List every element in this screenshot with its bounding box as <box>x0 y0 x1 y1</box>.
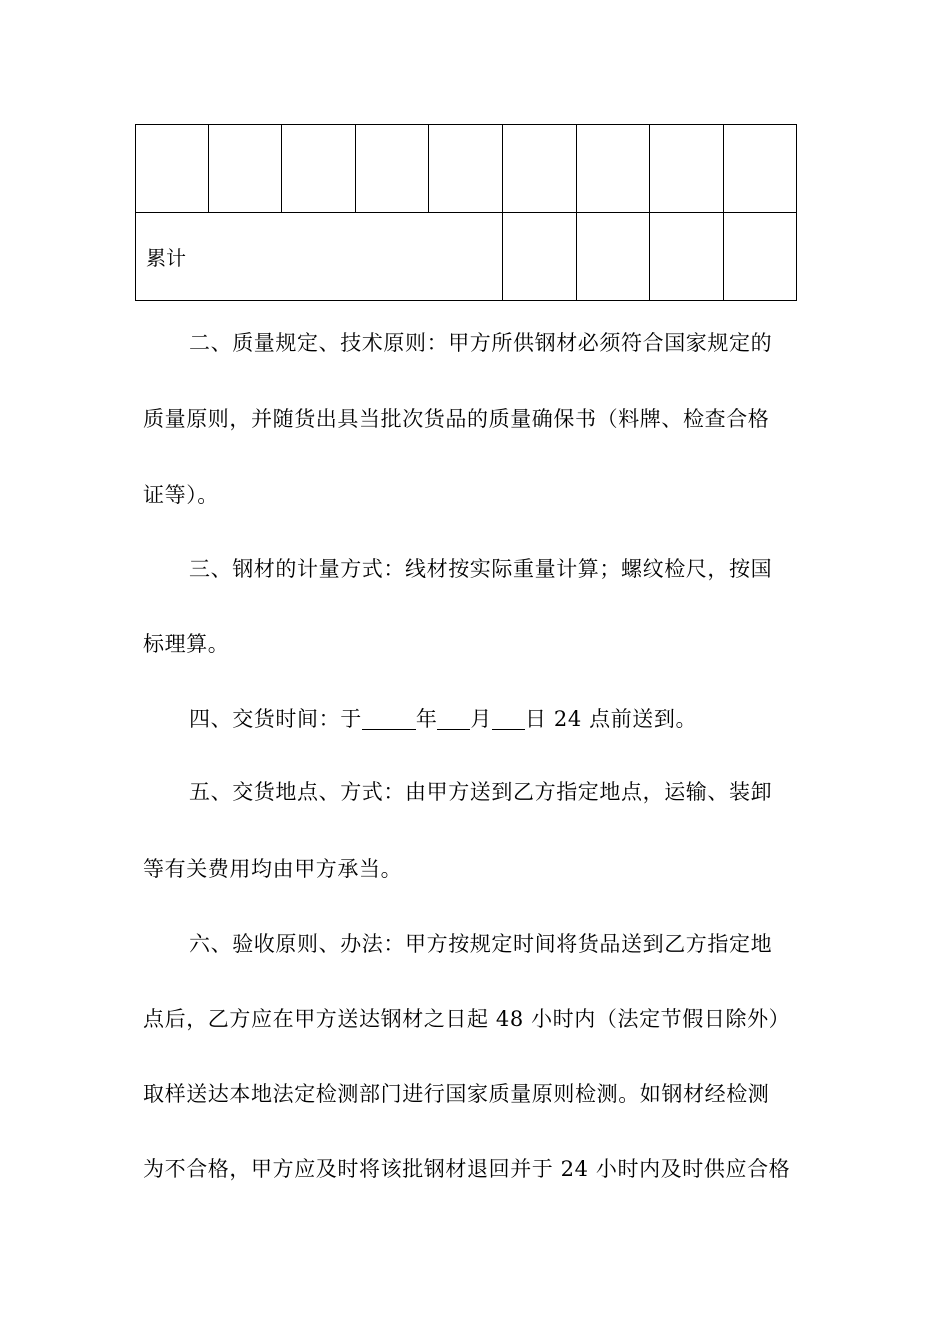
clause-5-line-1: 五、交货地点、方式：由甲方送到乙方指定地点，运输、装卸 <box>189 780 773 804</box>
table-cell <box>136 125 209 213</box>
table-cell <box>356 125 429 213</box>
clause-5-line-2: 等有关费用均由甲方承当。 <box>143 857 403 881</box>
clause-6-line-3: 取样送达本地法定检测部门进行国家质量原则检测。如钢材经检测 <box>143 1082 770 1106</box>
table-cell <box>502 213 576 301</box>
table-cell <box>209 125 282 213</box>
clause-6-line-4: 为不合格，甲方应及时将该批钢材退回并于 24 小时内及时供应合格 <box>143 1157 791 1181</box>
month-label: 月 <box>470 707 493 731</box>
table-cell <box>576 125 649 213</box>
day-blank[interactable] <box>492 707 525 730</box>
table-cell <box>649 125 723 213</box>
clause-4-line-1 <box>189 703 697 733</box>
clause-3-line-1: 三、钢材的计量方式：线材按实际重量计算；螺纹检尺，按国 <box>189 557 773 581</box>
delivery-table <box>135 124 797 301</box>
clause-3-line-2: 标理算。 <box>143 632 230 656</box>
table-cell <box>723 125 796 213</box>
table-cell <box>649 213 723 301</box>
month-blank[interactable] <box>437 707 470 730</box>
total-row <box>136 213 797 301</box>
total-label: 累计 <box>136 213 503 301</box>
table-row <box>136 125 797 213</box>
year-label: 年 <box>415 707 438 731</box>
clause-2-line-1: 二、质量规定、技术原则：甲方所供钢材必须符合国家规定的 <box>189 331 773 355</box>
clause-4-prefix: 四、交货时间：于 <box>189 707 362 731</box>
clause-6-line-1: 六、验收原则、办法：甲方按规定时间将货品送到乙方指定地 <box>189 932 773 956</box>
clause-6-line-2: 点后，乙方应在甲方送达钢材之日起 48 小时内（法定节假日除外） <box>143 1007 791 1031</box>
clause-2-line-3: 证等）。 <box>143 483 219 507</box>
table-cell <box>282 125 356 213</box>
table-cell <box>429 125 502 213</box>
clause-2-line-2: 质量原则，并随货出具当批次货品的质量确保书（料牌、检查合格 <box>143 407 770 431</box>
table-cell <box>576 213 649 301</box>
table-cell <box>502 125 576 213</box>
year-blank[interactable] <box>362 707 416 730</box>
table-cell <box>723 213 796 301</box>
day-suffix: 日 24 点前送到。 <box>525 707 698 731</box>
